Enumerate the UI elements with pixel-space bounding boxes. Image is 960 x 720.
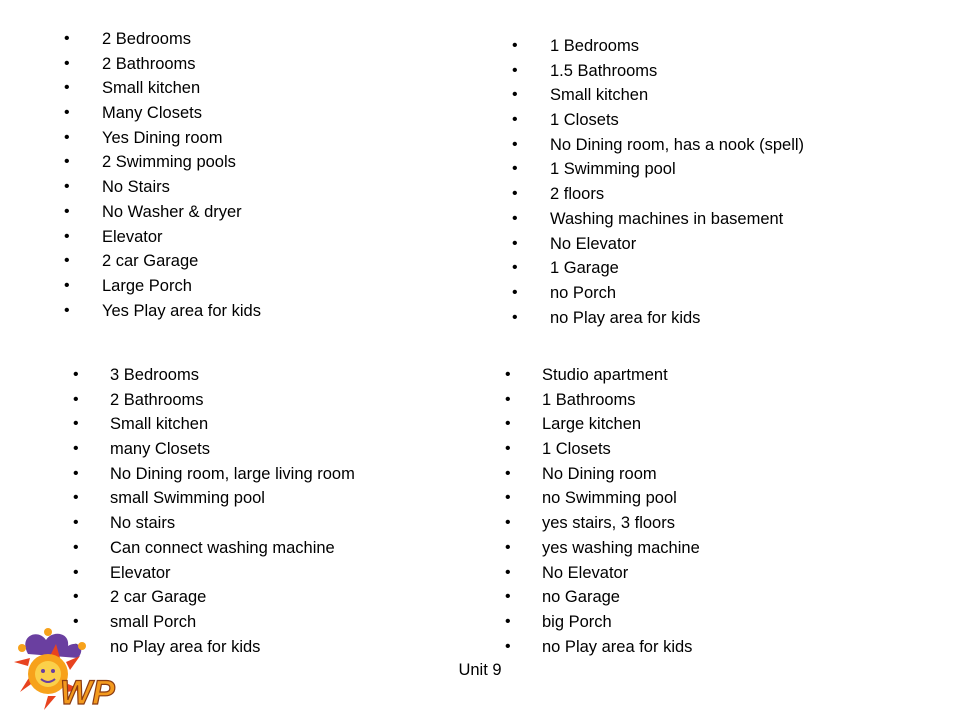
list-item — [64, 249, 261, 274]
slide-footer: Unit 9 — [458, 661, 502, 679]
list-item-text: no Porch — [550, 283, 617, 302]
list-item-text: small Swimming pool — [110, 489, 265, 508]
list-item-text: Small kitchen — [102, 79, 201, 98]
list-item-text: Can connect washing machine — [110, 538, 335, 557]
list-item-text: No Elevator — [542, 563, 629, 582]
bullet-icon: • — [64, 104, 70, 122]
list-item — [512, 83, 804, 108]
bullet-icon: • — [512, 135, 518, 153]
list-item-text: yes stairs, 3 floors — [542, 514, 675, 533]
list-item-text: 2 car Garage — [102, 252, 199, 271]
bullet-icon: • — [73, 563, 79, 581]
list-item-text: Elevator — [110, 563, 171, 582]
bullet-icon: • — [505, 612, 511, 630]
list-item-text: 2 car Garage — [110, 588, 207, 607]
bullet-icon: • — [512, 111, 518, 129]
list-item-text: 1 Bedrooms — [550, 37, 639, 55]
list-item — [512, 256, 804, 281]
list-item-text: No Dining room, has a nook (spell) — [550, 135, 805, 154]
house-features-list-top-right — [512, 34, 804, 330]
list-item — [505, 363, 700, 388]
bullet-icon: • — [64, 79, 70, 97]
bullet-icon: • — [73, 464, 79, 482]
list-item — [505, 412, 700, 437]
bullet-icon: • — [512, 185, 518, 203]
list-item-text: Yes Dining room — [102, 128, 223, 147]
list-item — [505, 388, 700, 413]
bullet-icon: • — [512, 234, 518, 252]
bullet-icon: • — [505, 366, 511, 383]
list-item-text: Large Porch — [102, 276, 192, 295]
list-item-text: Many Closets — [102, 104, 202, 123]
bullet-icon: • — [512, 160, 518, 178]
list-item-text: 2 Bathrooms — [102, 54, 196, 73]
list-item — [505, 486, 700, 511]
list-item — [64, 225, 261, 250]
list-item-text: no Play area for kids — [542, 637, 693, 656]
list-item-text: Small kitchen — [550, 86, 649, 105]
list-item-text: No Elevator — [550, 234, 637, 253]
bullet-icon: • — [505, 415, 511, 433]
list-item-text: 2 Bathrooms — [110, 390, 204, 409]
list-item — [512, 133, 804, 158]
bullet-icon: • — [64, 30, 70, 47]
bullet-icon: • — [64, 252, 70, 270]
jester-sun-logo-icon — [8, 626, 118, 716]
bullet-icon: • — [64, 153, 70, 171]
list-item-text: 2 floors — [550, 185, 605, 204]
list-item — [73, 561, 355, 586]
list-item-text: 2 Swimming pools — [102, 153, 236, 172]
list-item — [512, 232, 804, 257]
bullet-icon: • — [512, 283, 518, 301]
bullet-icon: • — [73, 415, 79, 433]
list-item-text: 1 Bathrooms — [542, 390, 636, 409]
list-item-text: No Washer & dryer — [102, 202, 242, 221]
list-item-text: 1 Garage — [550, 259, 619, 278]
bullet-icon: • — [512, 37, 518, 54]
list-item-text: No Stairs — [102, 178, 170, 197]
bullet-icon: • — [505, 514, 511, 532]
list-item — [505, 536, 700, 561]
list-item-text: small Porch — [110, 612, 197, 631]
bullet-icon: • — [505, 538, 511, 556]
list-item-text: big Porch — [542, 612, 612, 631]
list-item — [512, 108, 804, 133]
bullet-icon: • — [505, 563, 511, 581]
list-item — [64, 299, 261, 324]
list-item — [64, 175, 261, 200]
list-item-text: 3 Bedrooms — [110, 366, 199, 384]
list-item — [73, 388, 355, 413]
list-item-text: yes washing machine — [542, 538, 700, 557]
list-item — [505, 437, 700, 462]
list-item-text: no Play area for kids — [110, 637, 261, 656]
bullet-icon: • — [64, 178, 70, 196]
list-item-text: 2 Bedrooms — [102, 30, 191, 48]
bullet-icon: • — [505, 440, 511, 458]
bullet-icon: • — [73, 440, 79, 458]
list-item-text: Elevator — [102, 227, 163, 246]
list-item — [64, 274, 261, 299]
list-item — [512, 34, 804, 59]
list-item-text: Studio apartment — [542, 366, 668, 384]
list-item — [512, 59, 804, 84]
list-item-text: Washing machines in basement — [550, 209, 784, 228]
list-item — [64, 126, 261, 151]
list-item — [512, 306, 804, 331]
list-item — [64, 27, 261, 52]
list-item — [73, 412, 355, 437]
list-item — [64, 200, 261, 225]
list-item-text: 1.5 Bathrooms — [550, 61, 658, 80]
bullet-icon: • — [512, 61, 518, 79]
house-features-list-bottom-right — [505, 363, 700, 659]
list-item-text: No Dining room — [542, 464, 657, 483]
list-item-text: no Play area for kids — [550, 308, 701, 327]
list-item — [64, 52, 261, 77]
bullet-icon: • — [505, 489, 511, 507]
list-item — [512, 182, 804, 207]
list-item — [505, 635, 700, 660]
list-item — [64, 101, 261, 126]
list-item-text: no Garage — [542, 588, 620, 607]
list-item — [73, 486, 355, 511]
bullet-icon: • — [512, 86, 518, 104]
bullet-icon: • — [64, 128, 70, 146]
list-item — [73, 511, 355, 536]
list-item — [505, 462, 700, 487]
list-item — [64, 150, 261, 175]
list-item-text: many Closets — [110, 440, 210, 459]
bullet-icon: • — [512, 259, 518, 277]
list-item-text: 1 Closets — [542, 440, 611, 459]
bullet-icon: • — [64, 227, 70, 245]
list-item — [73, 585, 355, 610]
bullet-icon: • — [73, 514, 79, 532]
list-item-text: Large kitchen — [542, 415, 642, 434]
bullet-icon: • — [505, 390, 511, 408]
list-item-text: 1 Closets — [550, 111, 619, 130]
list-item — [512, 157, 804, 182]
list-item — [73, 363, 355, 388]
logo-letters: WP — [60, 674, 115, 712]
bullet-icon: • — [73, 366, 79, 383]
list-item — [512, 207, 804, 232]
bullet-icon: • — [64, 202, 70, 220]
list-item — [505, 511, 700, 536]
list-item-text: No Dining room, large living room — [110, 464, 355, 483]
list-item-text: no Swimming pool — [542, 489, 677, 508]
bullet-icon: • — [505, 588, 511, 606]
bullet-icon: • — [512, 308, 518, 326]
bullet-icon: • — [505, 464, 511, 482]
bullet-icon: • — [64, 276, 70, 294]
list-item-text: No stairs — [110, 514, 176, 533]
list-item — [73, 536, 355, 561]
house-features-list-top-left — [64, 27, 261, 323]
list-item — [73, 462, 355, 487]
bullet-icon: • — [512, 209, 518, 227]
list-item-text: Yes Play area for kids — [102, 301, 261, 320]
bullet-icon: • — [73, 538, 79, 556]
list-item — [505, 610, 700, 635]
list-item — [64, 76, 261, 101]
list-item — [505, 585, 700, 610]
list-item — [505, 561, 700, 586]
list-item-text: Small kitchen — [110, 415, 209, 434]
list-item — [512, 281, 804, 306]
house-features-list-bottom-left — [73, 363, 355, 659]
bullet-icon: • — [64, 301, 70, 319]
bullet-icon: • — [73, 390, 79, 408]
bullet-icon: • — [505, 637, 511, 655]
bullet-icon: • — [73, 612, 79, 630]
list-item-text: 1 Swimming pool — [550, 160, 676, 179]
list-item — [73, 437, 355, 462]
bullet-icon: • — [64, 54, 70, 72]
bullet-icon: • — [73, 489, 79, 507]
bullet-icon: • — [73, 588, 79, 606]
